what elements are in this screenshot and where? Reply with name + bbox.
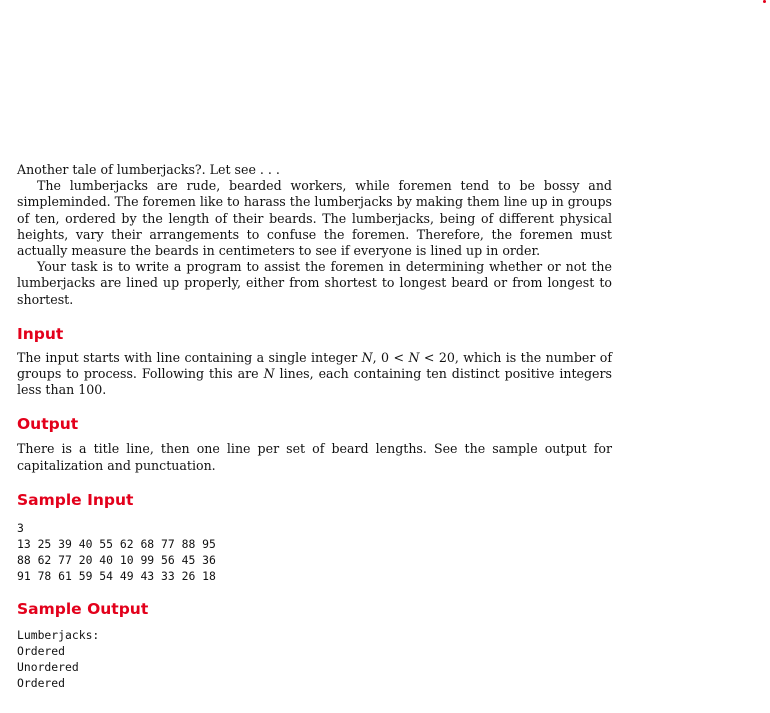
intro-paragraph: The lumberjacks are rude, bearded workers, while foremen tend to be bossy and simpleminded. The foremen like to harass the lumberjacks by making them line up in groups of ten, ordered by the length of their beards. The lumberjacks, being of different physical heights, vary their arrangements to confuse the foremen. Therefore, the foremen must actually measure the beards in centimeters to see if everyone is lined up in order. <box>17 178 612 259</box>
sample-input-block <box>17 520 612 585</box>
sample-output-line: Ordered <box>17 676 66 691</box>
input-var-n: N <box>361 349 373 365</box>
input-text-a: The input starts with line containing a single integer <box>17 349 362 365</box>
output-description: There is a title line, then one line per set of beard lengths. See the sample output for capitalization and punctuation. <box>17 441 612 473</box>
input-text-c: < 20, which is the number of groups to process. Following this are <box>17 349 612 382</box>
sample-output-block <box>17 627 612 692</box>
sample-input-line: 88 62 77 20 40 10 99 56 45 36 <box>17 553 216 568</box>
sample-output-line: Unordered <box>17 660 79 675</box>
task-paragraph: Your task is to write a program to assist the foremen in determining whether or not the lumberjacks are lined up properly, either from shortest to longest beard or from longest to shortest. <box>17 259 612 307</box>
sample-input-line: 3 <box>17 520 24 535</box>
input-description <box>17 350 612 399</box>
input-text-b: , 0 < <box>372 349 409 365</box>
sample-output-heading: Sample Output <box>17 599 149 618</box>
problem-statement <box>17 162 612 691</box>
input-heading: Input <box>17 324 64 343</box>
sample-input-line: 91 78 61 59 54 49 43 33 26 18 <box>17 569 216 584</box>
corner-mark <box>763 0 766 3</box>
output-heading: Output <box>17 415 79 434</box>
sample-input-line: 13 25 39 40 55 62 68 77 88 95 <box>17 537 216 552</box>
input-text-d: lines, each containing ten distinct positive integers less than 100. <box>17 366 612 398</box>
sample-input-heading: Sample Input <box>17 490 134 509</box>
input-var-n2: N <box>408 349 420 365</box>
intro-line: Another tale of lumberjacks?. Let see . . . <box>17 162 280 177</box>
sample-output-line: Ordered <box>17 643 66 658</box>
input-var-n3: N <box>263 366 275 382</box>
sample-output-line: Lumberjacks: <box>17 627 100 642</box>
